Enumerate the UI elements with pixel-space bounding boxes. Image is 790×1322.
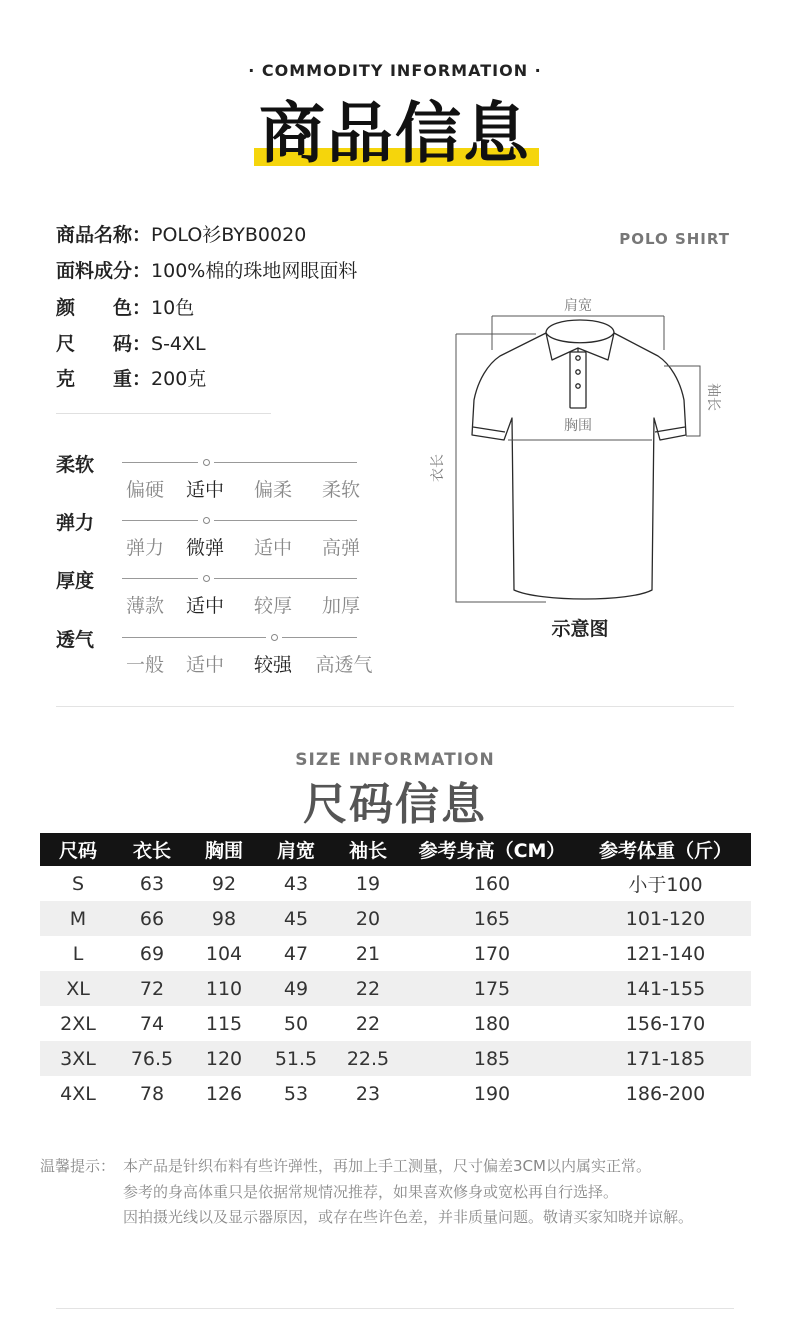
table-cell: 23: [355, 1082, 381, 1105]
table-cell: 175: [404, 971, 580, 1006]
spec-value: 10色: [151, 297, 195, 319]
attribute-track: [122, 520, 198, 521]
table-cell: 22: [355, 1012, 381, 1035]
spec-row-fabric: [56, 257, 357, 285]
table-cell: 43: [283, 872, 309, 895]
attribute-track: [122, 637, 266, 638]
table-cell: 185: [404, 1041, 580, 1076]
table-cell: 115: [205, 1012, 243, 1035]
attribute-title: 厚度: [56, 570, 95, 592]
attribute-option: 加厚: [321, 595, 360, 617]
table-cell: 47: [283, 942, 309, 965]
table-cell: 22: [332, 971, 404, 1006]
dim-chest-label: 胸围: [564, 418, 592, 434]
spec-label: 克 重：: [56, 368, 152, 390]
spec-value: 100%棉的珠地网眼面料: [151, 260, 358, 282]
table-cell: S: [71, 872, 85, 895]
table-cell: 3XL: [40, 1041, 116, 1076]
table-cell: 69: [139, 942, 165, 965]
polo-shirt-icon: [472, 320, 686, 599]
col-header: 尺码: [40, 833, 116, 866]
table-cell: XL: [40, 971, 116, 1006]
table-cell: 20: [332, 901, 404, 936]
table-cell: 63: [139, 872, 165, 895]
spec-label: 尺 码：: [56, 333, 152, 355]
table-cell: 49: [260, 971, 332, 1006]
section-divider: [56, 706, 734, 707]
attribute-option: 高透气: [315, 654, 373, 676]
col-header: 肩宽: [260, 833, 332, 866]
attribute-option: 适中: [185, 654, 224, 676]
note-line: 因拍摄光线以及显示器原因，或存在些许色差，并非质量问题。敬请买家知晓并谅解。: [123, 1208, 694, 1226]
table-cell: 50: [283, 1012, 309, 1035]
table-cell: 190: [473, 1082, 511, 1105]
table-cell: 180: [473, 1012, 511, 1035]
attribute-track: [214, 520, 357, 521]
attribute-title: 弹力: [56, 512, 95, 534]
col-header: 衣长: [116, 833, 188, 866]
dim-shoulder-label: 肩宽: [564, 298, 592, 314]
table-cell: 141-155: [580, 971, 751, 1006]
attribute-level-marker: [203, 517, 210, 524]
attribute-option: 微弹: [185, 537, 224, 559]
attribute-option: 较强: [253, 654, 292, 676]
table-row: [40, 866, 751, 901]
diagram-caption: 示意图: [551, 618, 609, 640]
table-cell: 92: [211, 872, 237, 895]
table-cell: 98: [188, 901, 260, 936]
table-cell: 4XL: [60, 1082, 96, 1105]
attribute-option: 适中: [185, 595, 224, 617]
table-cell: 126: [205, 1082, 243, 1105]
attribute-title: 柔软: [56, 454, 95, 476]
table-row: [40, 971, 751, 1006]
table-cell: 120: [188, 1041, 260, 1076]
attribute-option: 弹力: [125, 537, 164, 559]
table-cell: 小于100: [628, 874, 703, 896]
attribute-track: [214, 578, 357, 579]
table-cell: 78: [139, 1082, 165, 1105]
attribute-track: [214, 462, 357, 463]
spec-value: S-4XL: [151, 333, 206, 355]
header-eyebrow: · COMMODITY INFORMATION ·: [248, 61, 542, 80]
size-info-title: 尺码信息: [303, 779, 487, 830]
page-title: 商品信息: [259, 95, 531, 172]
col-header: 胸围: [188, 833, 260, 866]
polo-shirt-diagram: [430, 290, 740, 610]
attribute-option: 偏柔: [253, 479, 292, 501]
dim-sleeve-label: 袖长: [705, 383, 721, 411]
attribute-option: 适中: [185, 479, 224, 501]
attribute-option: 高弹: [321, 537, 360, 559]
table-cell: 66: [116, 901, 188, 936]
table-cell: 19: [355, 872, 381, 895]
table-row: [40, 1006, 751, 1041]
attribute-option: 偏硬: [125, 479, 164, 501]
table-cell: 22.5: [332, 1041, 404, 1076]
note-line: 参考的身高体重只是依据常规情况推荐，如果喜欢修身或宽松再自行选择。: [123, 1183, 619, 1201]
note-line: 本产品是针织布料有些许弹性，再加上手工测量，尺寸偏差3CM以内属实正常。: [123, 1157, 651, 1175]
spec-label: 面料成分：: [56, 260, 152, 282]
spec-row-color: [56, 294, 194, 322]
dim-length-label: 衣长: [430, 454, 446, 482]
table-cell: L: [72, 942, 84, 965]
table-cell: 110: [188, 971, 260, 1006]
table-cell: 171-185: [580, 1041, 751, 1076]
table-row: [40, 1041, 751, 1076]
spec-label: 商品名称：: [56, 224, 152, 246]
attribute-track: [122, 462, 198, 463]
table-cell: 101-120: [580, 901, 751, 936]
attribute-level-marker: [203, 459, 210, 466]
spec-row-name: [56, 221, 306, 249]
notes-label: 温馨提示：: [40, 1157, 116, 1175]
col-header: 参考体重（斤）: [580, 833, 751, 866]
table-cell: 21: [355, 942, 381, 965]
spec-row-weight: [56, 365, 206, 393]
table-cell: 72: [116, 971, 188, 1006]
table-cell: 160: [473, 872, 511, 895]
table-cell: 45: [260, 901, 332, 936]
attribute-option: 薄款: [125, 595, 164, 617]
attribute-track: [282, 637, 357, 638]
attribute-level-marker: [271, 634, 278, 641]
table-cell: 186-200: [625, 1082, 706, 1105]
attribute-option: 柔软: [321, 479, 360, 501]
size-table: [40, 833, 751, 1111]
table-cell: 76.5: [116, 1041, 188, 1076]
attribute-title: 透气: [56, 629, 95, 651]
spec-value: POLO衫BYB0020: [151, 224, 307, 246]
attribute-option: 一般: [125, 654, 164, 676]
size-info-eyebrow: SIZE INFORMATION: [295, 750, 495, 770]
table-row: [40, 901, 751, 936]
spec-divider: [56, 413, 271, 414]
col-header: 袖长: [332, 833, 404, 866]
size-table-header: [40, 833, 751, 866]
table-cell: 2XL: [60, 1012, 96, 1035]
spec-label: 颜 色：: [56, 297, 152, 319]
attribute-option: 适中: [253, 537, 292, 559]
attribute-option: 较厚: [253, 595, 292, 617]
section-divider: [56, 1308, 734, 1309]
spec-row-size: [56, 330, 206, 358]
attribute-level-marker: [203, 575, 210, 582]
table-cell: 170: [473, 942, 511, 965]
table-cell: 51.5: [260, 1041, 332, 1076]
spec-value: 200克: [151, 368, 207, 390]
table-row: [40, 1076, 751, 1111]
table-cell: 165: [404, 901, 580, 936]
table-cell: 121-140: [625, 942, 706, 965]
col-header: 参考身高（CM）: [404, 833, 580, 866]
table-row: [40, 936, 751, 971]
table-cell: 156-170: [625, 1012, 706, 1035]
polo-shirt-label: POLO SHIRT: [619, 230, 730, 248]
table-cell: 53: [283, 1082, 309, 1105]
table-cell: 104: [205, 942, 243, 965]
table-cell: 74: [139, 1012, 165, 1035]
attribute-track: [122, 578, 198, 579]
table-cell: M: [40, 901, 116, 936]
